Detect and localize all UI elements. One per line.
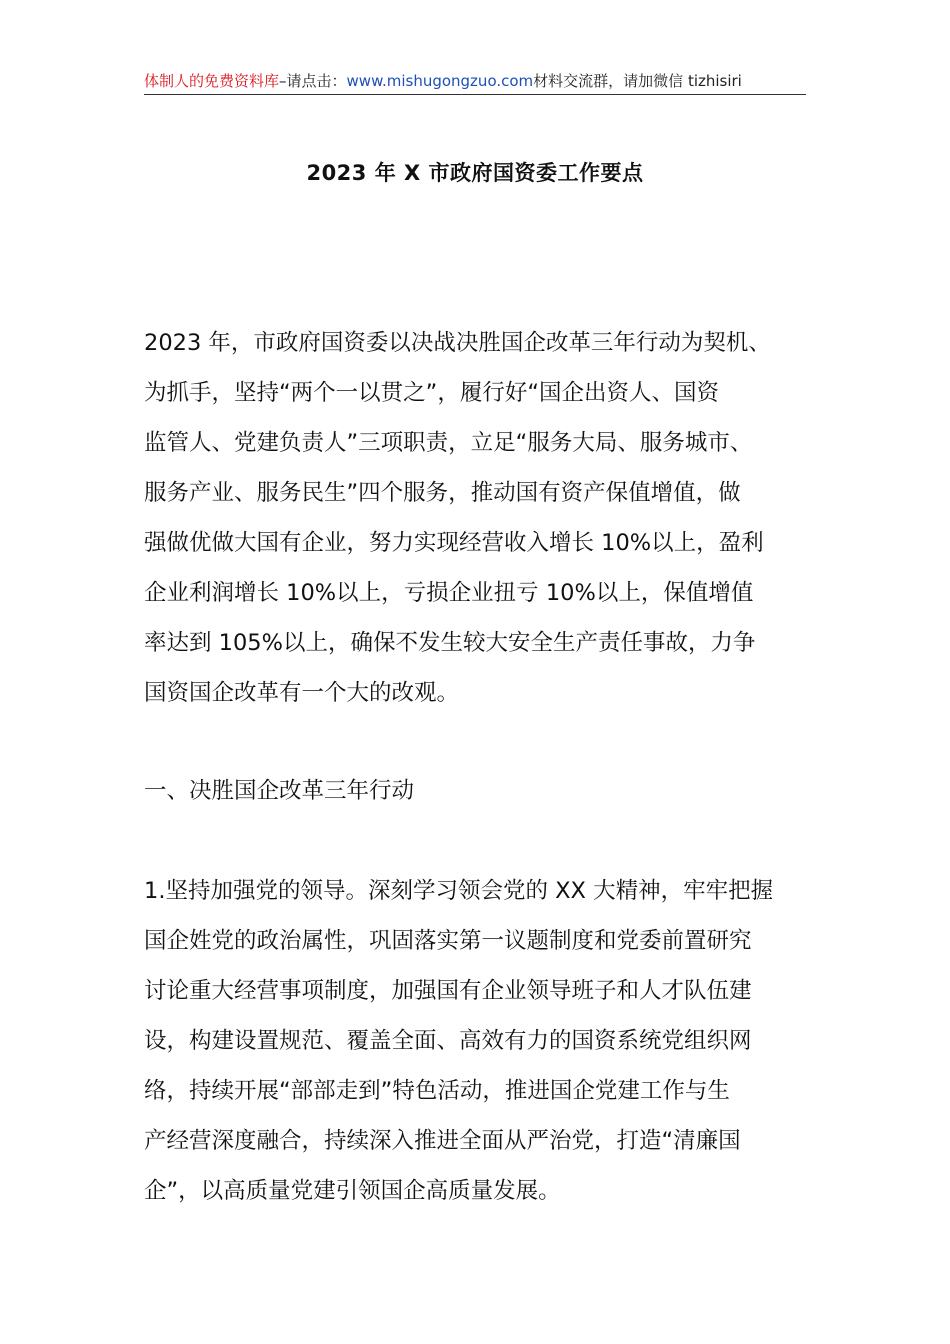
document-title: 2023 年 X 市政府国资委工作要点: [306, 161, 644, 185]
intro-paragraph: [144, 318, 834, 718]
paragraph-line: 设，构建设置规范、覆盖全面、高效有力的国资系统党组织网: [144, 1028, 752, 1054]
paragraph-line: 强做优做大国有企业，努力实现经营收入增长 10%以上，盈利: [144, 530, 764, 556]
item-paragraph: [144, 866, 834, 1216]
section-heading-text: 一、决胜国企改革三年行动: [144, 778, 415, 804]
paragraph-line: 监管人、党建负责人”三项职责，立足“服务大局、服务城市、: [144, 430, 753, 456]
header-suffix: 材料交流群，请加微信 tizhisiri: [533, 72, 742, 90]
paragraph-line: 讨论重大经营事项制度，加强国有企业领导班子和人才队伍建: [144, 978, 752, 1004]
header-prompt: –请点击：: [279, 72, 347, 90]
paragraph-line: 产经营深度融合，持续深入推进全面从严治党，打造“清廉国: [144, 1128, 741, 1154]
paragraph-line: 企业利润增长 10%以上，亏损企业扭亏 10%以上，保值增值: [144, 580, 754, 606]
header-brand: 体制人的免费资料库: [144, 72, 280, 90]
page-header: [144, 68, 806, 95]
paragraph-line: 1.坚持加强党的领导。深刻学习领会党的 XX 大精神，牢牢把握: [144, 878, 774, 904]
paragraph-line: 率达到 105%以上，确保不发生较大安全生产责任事故，力争: [144, 630, 756, 656]
paragraph-line: 为抓手，坚持“两个一以贯之”，履行好“国企出资人、国资: [144, 380, 719, 406]
paragraph-line: 服务产业、服务民生”四个服务，推动国有资产保值增值，做: [144, 480, 741, 506]
paragraph-line: 国资国企改革有一个大的改观。: [144, 680, 460, 706]
header-website-link[interactable]: www.mishugongzuo.com: [346, 72, 534, 90]
paragraph-line: 2023 年，市政府国资委以决战决胜国企改革三年行动为契机、: [144, 330, 771, 356]
paragraph-line: 国企姓党的政治属性，巩固落实第一议题制度和党委前置研究: [144, 928, 752, 954]
paragraph-line: 企”，以高质量党建引领国企高质量发展。: [144, 1178, 561, 1204]
section-heading: [144, 766, 834, 816]
paragraph-line: 络，持续开展“部部走到”特色活动，推进国企党建工作与生: [144, 1078, 730, 1104]
